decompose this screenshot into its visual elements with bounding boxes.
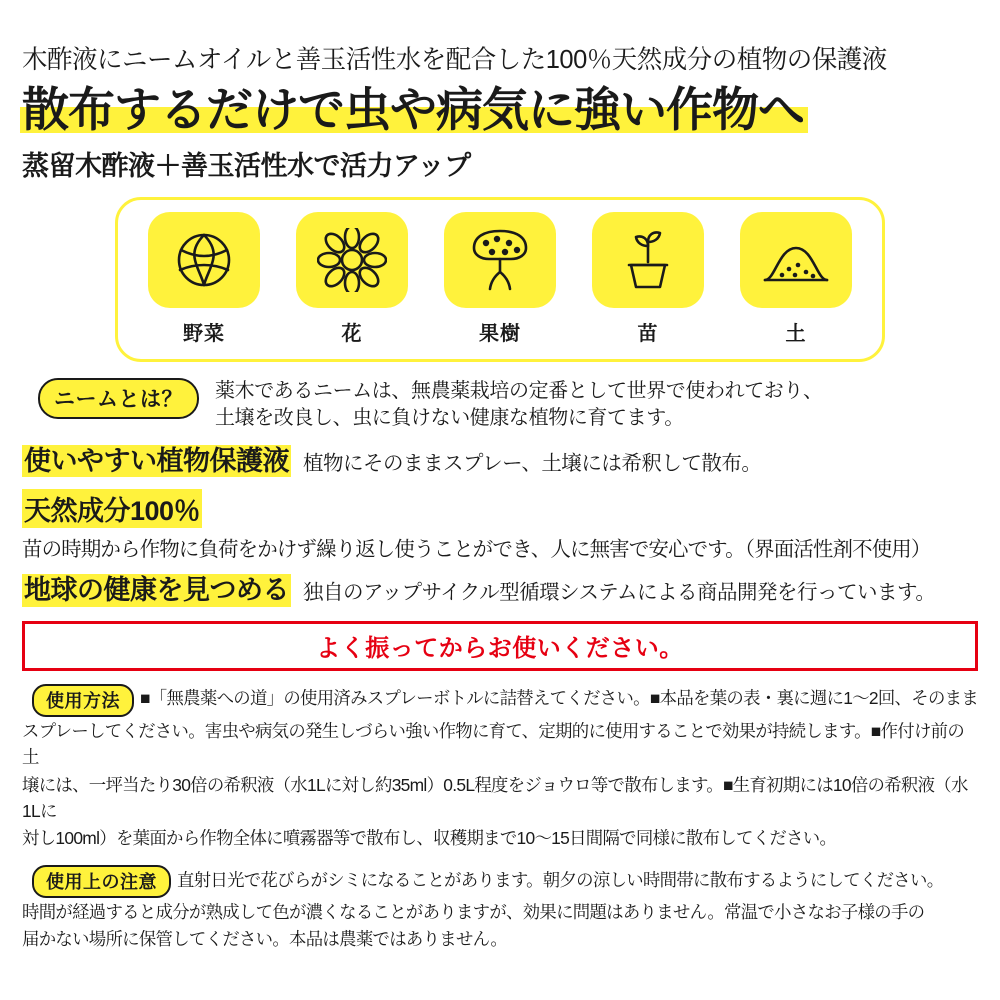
headline-text: 散布するだけで虫や病気に強い作物へ: [22, 83, 804, 137]
subheadline: 蒸留木酢液＋善玉活性水で活力アップ: [22, 150, 471, 181]
icon-label-seedling: 苗: [637, 322, 659, 345]
usage-body-line-1: ■「無農薬への道」の使用済みスプレーボトルに詰替えてください。■本品を葉の表・裏に週に1〜2回、そのまま: [140, 688, 979, 709]
icon-label-flower: 花: [341, 322, 363, 345]
icon-cell-soil: [728, 212, 864, 346]
usage-body-line-2: スプレーしてください。害虫や病気の発生しづらい強い作物に育て、定期的に使用することで効果が持続します。■作付け前の土: [22, 720, 965, 768]
feature-natural-100-value: 苗の時期から作物に負荷をかけず繰り返し使うことができ、人に無害で安心です。（界面活性剤不使用）: [22, 538, 931, 562]
neem-pill-label: ニームとは？: [38, 378, 199, 419]
feature-earth-health: [22, 574, 978, 606]
seedling-pot-icon: [592, 212, 704, 308]
usage-heading: 使用方法: [32, 684, 134, 717]
target-plants-band: [115, 197, 885, 362]
usage-body-line-3: 壌には、一坪当たり30倍の希釈液（水1Lに対し約35ml）0.5L程度をジョウロ等で散布します。■生育初期には10倍の希釈液（水1Lに: [22, 774, 968, 821]
feature-earth-health-key: 地球の健康を見つめる: [24, 575, 289, 606]
caution-section: [22, 865, 978, 953]
headline: [22, 84, 804, 137]
icon-label-vegetable: 野菜: [183, 322, 225, 345]
lede-text: 木酢液にニームオイルと善玉活性水を配合した100％天然成分の植物の保護液: [22, 46, 887, 74]
feature-natural-100-key: 天然成分100％: [22, 489, 202, 528]
neem-explanation: [22, 378, 978, 433]
soil-mound-icon: [740, 212, 852, 308]
icon-cell-seedling: [580, 212, 716, 346]
cabbage-icon: [148, 212, 260, 308]
icon-cell-flower: [284, 212, 420, 346]
headline-wrapper: [22, 84, 804, 137]
shake-notice-box: [22, 621, 978, 671]
feature-easy-to-use-key: 使いやすい植物保護液: [24, 445, 289, 476]
caution-body-line-3: 届かない場所に保管してください。本品は農薬ではありません。: [22, 929, 508, 950]
usage-body-line-4: 対し100ml）を葉面から作物全体に噴霧器等で散布し、収穫期まで10〜15日間隔で同様に散布してください。: [22, 828, 837, 849]
feature-easy-to-use-value: 植物にそのままスプレー、土壌には希釈して散布。: [303, 451, 762, 475]
caution-body-line-2: 時間が経過すると成分が熟成して色が濃くなることがありますが、効果に問題はありません。常温で小さなお子様の手の: [22, 901, 925, 922]
icon-label-fruit-tree: 果樹: [479, 322, 521, 345]
feature-natural-100: [22, 489, 978, 562]
flower-icon: [296, 212, 408, 308]
icon-cell-vegetable: [136, 212, 272, 346]
icon-label-soil: 土: [785, 322, 807, 345]
neem-description-line-2: 土壌を改良し、虫に負けない健康な植物に育てます。: [215, 407, 684, 430]
neem-description: [215, 378, 823, 433]
feature-earth-health-value: 独自のアップサイクル型循環システムによる商品開発を行っています。: [303, 581, 936, 605]
shake-notice-text: よく振ってからお使いください。: [316, 635, 684, 663]
feature-easy-to-use: [22, 445, 978, 477]
usage-section: [22, 684, 978, 852]
neem-description-line-1: 薬木であるニームは、無農薬栽培の定番として世界で使われており、: [215, 379, 823, 402]
caution-body-line-1: 直射日光で花びらがシミになることがあります。朝夕の涼しい時間帯に散布するようにしてください。: [177, 869, 944, 890]
caution-heading: 使用上の注意: [32, 865, 171, 898]
fruit-tree-icon: [444, 212, 556, 308]
icon-cell-fruit-tree: [432, 212, 568, 346]
